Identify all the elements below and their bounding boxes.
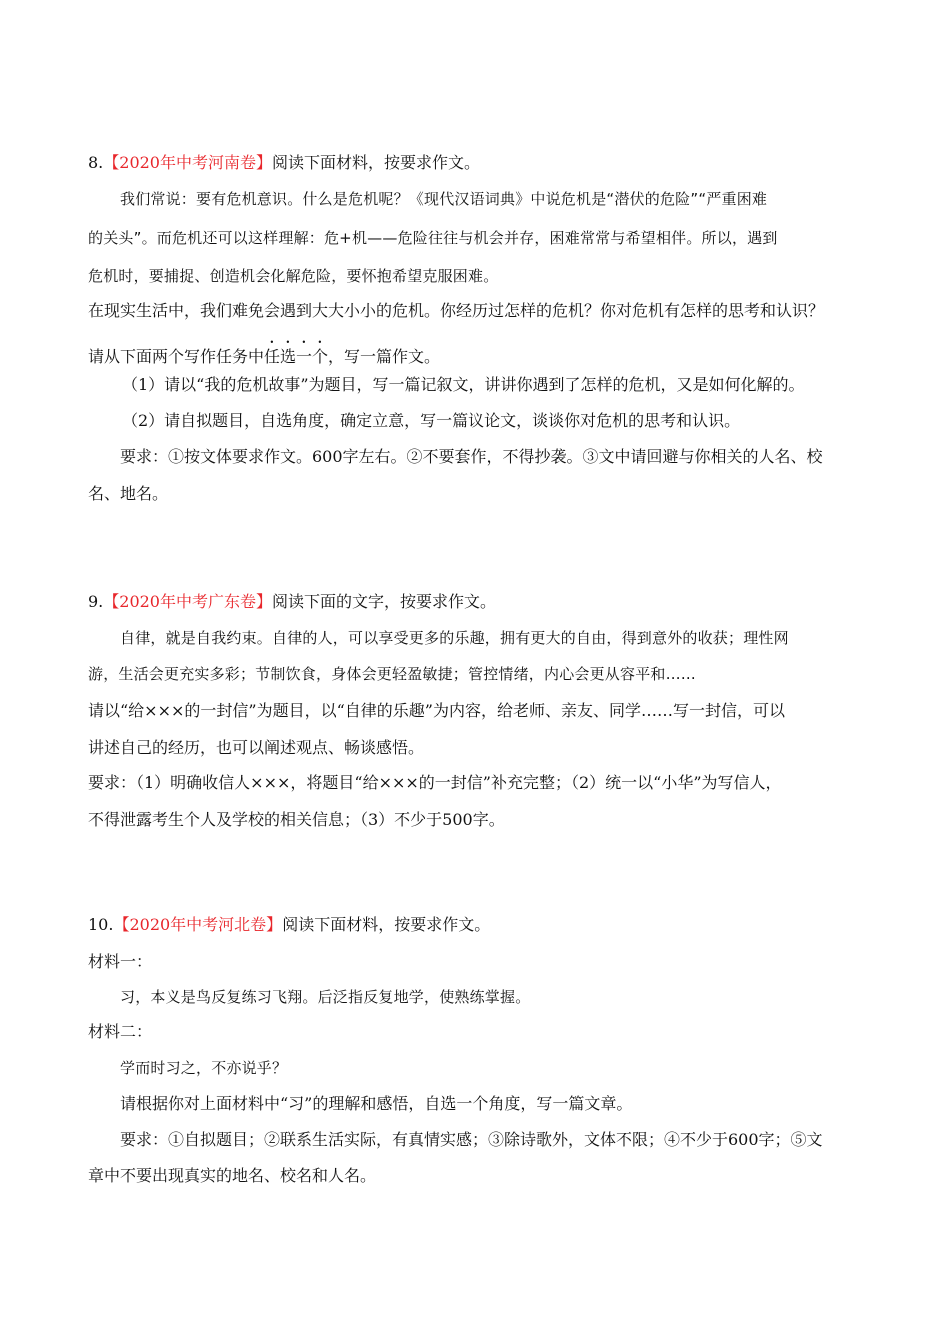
q8-requirement-line-1: 要求：①按文体要求作文。600字左右。②不要套作，不得抄袭。③文中请回避与你相关的人名、校 [120, 447, 823, 466]
q8-material-line-1: 我们常说：要有危机意识。什么是危机呢？《现代汉语词典》中说危机是“潜伏的危险”“严重困难 [120, 190, 768, 208]
q9-prompt: 阅读下面的文字，按要求作文。 [272, 592, 497, 611]
q10-source: 【2020年中考河北卷】 [113, 915, 283, 934]
q10-requirement-line-1: 要求：①自拟题目；②联系生活实际，有真情实感；③除诗歌外，文体不限；④不少于600字；⑤文 [120, 1130, 823, 1149]
q9-source: 【2020年中考广东卷】 [103, 592, 272, 611]
q9-paragraph-line-1: 请以“给×××的一封信”为题目，以“自律的乐趣”为内容，给老师、亲友、同学……写一封信，可以 [88, 701, 785, 720]
q8-p5-post: ，写一篇作文。 [328, 347, 441, 366]
q9-number: 9. [88, 592, 104, 611]
q10-material-2-label: 材料二： [88, 1022, 153, 1041]
q10-material-1-label: 材料一： [88, 952, 153, 971]
q8-heading [88, 152, 480, 174]
q8-task-1: （1）请以“我的危机故事”为题目，写一篇记叙文，讲讲你遇到了怎样的危机，又是如何化解的。 [122, 375, 805, 394]
q10-heading [88, 914, 490, 936]
q8-material-line-3: 危机时，要捕捉、创造机会化解危险，要怀抱希望克服困难。 [88, 267, 499, 285]
q10-number: 10. [88, 915, 114, 934]
q10-requirement-line-2: 章中不要出现真实的地名、校名和人名。 [88, 1166, 377, 1185]
q8-paragraph-line-2 [88, 338, 440, 368]
q8-material-line-2: 的关头”。而危机还可以这样理解：危+机——危险往往与机会并存，困难常常与希望相伴。所以，遇到 [88, 229, 778, 247]
q10-material-1-text: 习，本义是鸟反复练习飞翔。后泛指反复地学，使熟练掌握。 [120, 988, 531, 1006]
q9-material-line-1: 自律，就是自我约束。自律的人，可以享受更多的乐趣，拥有更大的自由，得到意外的收获；理性网 [120, 629, 789, 647]
q8-emphasis-text: 任选一个 [264, 347, 329, 366]
q9-requirement-line-2: 不得泄露考生个人及学校的相关信息；（3）不少于500字。 [88, 810, 505, 829]
q8-p5-pre: 请从下面两个写作任务中 [88, 347, 265, 366]
q8-paragraph-line-1: 在现实生活中，我们难免会遇到大大小小的危机。你经历过怎样的危机？你对危机有怎样的思考和认识？ [88, 301, 825, 320]
q8-prompt: 阅读下面材料，按要求作文。 [272, 153, 481, 172]
q9-paragraph-line-2: 讲述自己的经历，也可以阐述观点、畅谈感悟。 [88, 738, 425, 757]
q10-paragraph-line-1: 请根据你对上面材料中“习”的理解和感悟，自选一个角度，写一篇文章。 [120, 1094, 633, 1113]
q8-source: 【2020年中考河南卷】 [103, 153, 272, 172]
q9-material-line-2: 游，生活会更充实多彩；节制饮食，身体会更轻盈敏捷；管控情绪，内心会更从容平和…… [88, 665, 697, 683]
q10-prompt: 阅读下面材料，按要求作文。 [282, 915, 491, 934]
q8-requirement-line-2: 名、地名。 [88, 484, 169, 503]
q8-task-2: （2）请自拟题目，自选角度，确定立意，写一篇议论文，谈谈你对危机的思考和认识。 [122, 411, 741, 430]
q10-material-2-text: 学而时习之，不亦说乎？ [120, 1059, 288, 1077]
q8-number: 8. [88, 153, 104, 172]
q9-requirement-line-1: 要求：（1）明确收信人×××，将题目“给×××的一封信”补充完整；（2）统一以“小华”为写信人， [88, 773, 782, 792]
q9-heading [88, 591, 496, 613]
